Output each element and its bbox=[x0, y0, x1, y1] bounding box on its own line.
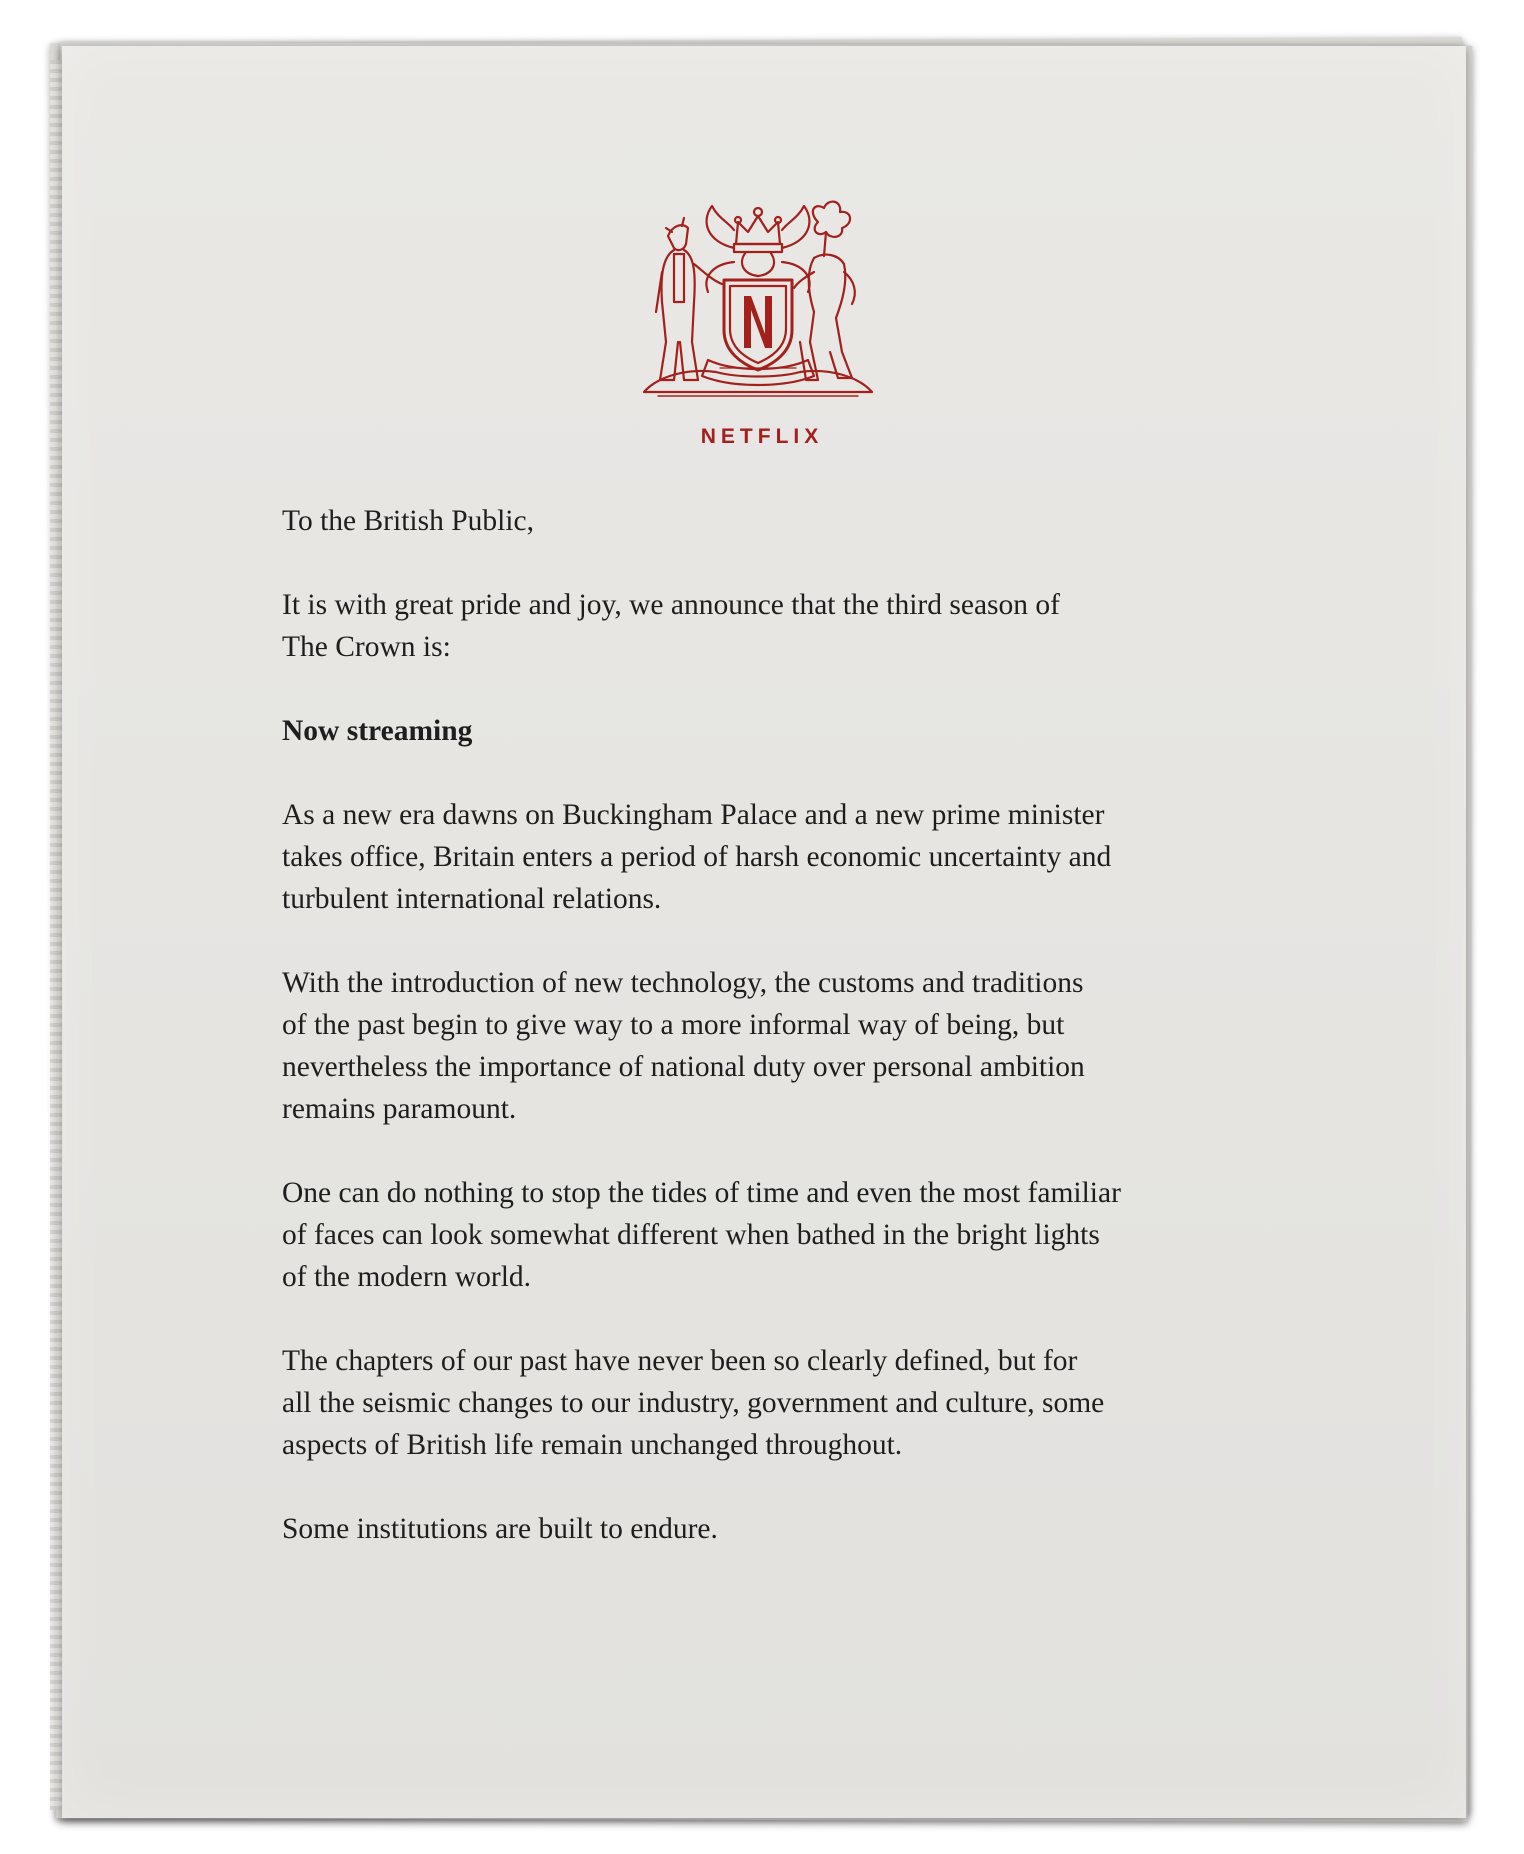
horse-supporter-icon bbox=[656, 218, 722, 380]
shield-icon bbox=[724, 280, 792, 370]
paragraph-line: of faces can look somewhat different when bathed in the bright lights bbox=[282, 1219, 1100, 1251]
intro-line: It is with great pride and joy, we announce that the third season of bbox=[282, 589, 1060, 621]
paragraph-line: nevertheless the importance of national duty over personal ambition bbox=[282, 1051, 1085, 1083]
plant-supporter-icon bbox=[794, 202, 855, 380]
announcement-heading: Now streaming bbox=[282, 715, 473, 747]
paragraph-era bbox=[282, 794, 1282, 920]
letter-body bbox=[282, 500, 1282, 1592]
paragraph-chapters bbox=[282, 1340, 1282, 1466]
paragraph-line: aspects of British life remain unchanged throughout. bbox=[282, 1429, 903, 1461]
paragraph-line: turbulent international relations. bbox=[282, 883, 662, 915]
paragraph-line: takes office, Britain enters a period of harsh economic uncertainty and bbox=[282, 841, 1112, 873]
coat-of-arms-crest bbox=[638, 192, 878, 406]
paragraph-line: One can do nothing to stop the tides of time and even the most familiar bbox=[282, 1177, 1121, 1209]
salutation: To the British Public, bbox=[282, 505, 534, 537]
brand-wordmark: NETFLIX bbox=[700, 425, 824, 448]
paragraph-line: As a new era dawns on Buckingham Palace and a new prime minister bbox=[282, 799, 1105, 831]
paragraph-line: With the introduction of new technology, the customs and traditions bbox=[282, 967, 1084, 999]
paragraph-line: The chapters of our past have never been so clearly defined, but for bbox=[282, 1345, 1078, 1377]
paragraph-technology bbox=[282, 962, 1282, 1130]
intro-line: The Crown is: bbox=[282, 631, 451, 663]
closing-line: Some institutions are built to endure. bbox=[282, 1513, 718, 1545]
intro-paragraph bbox=[282, 584, 1282, 668]
crown-icon bbox=[734, 208, 782, 252]
paragraph-time bbox=[282, 1172, 1282, 1298]
paragraph-line: remains paramount. bbox=[282, 1093, 517, 1125]
paragraph-line: of the past begin to give way to a more informal way of being, but bbox=[282, 1009, 1065, 1041]
paragraph-line: all the seismic changes to our industry, government and culture, some bbox=[282, 1387, 1105, 1419]
paragraph-line: of the modern world. bbox=[282, 1261, 532, 1293]
